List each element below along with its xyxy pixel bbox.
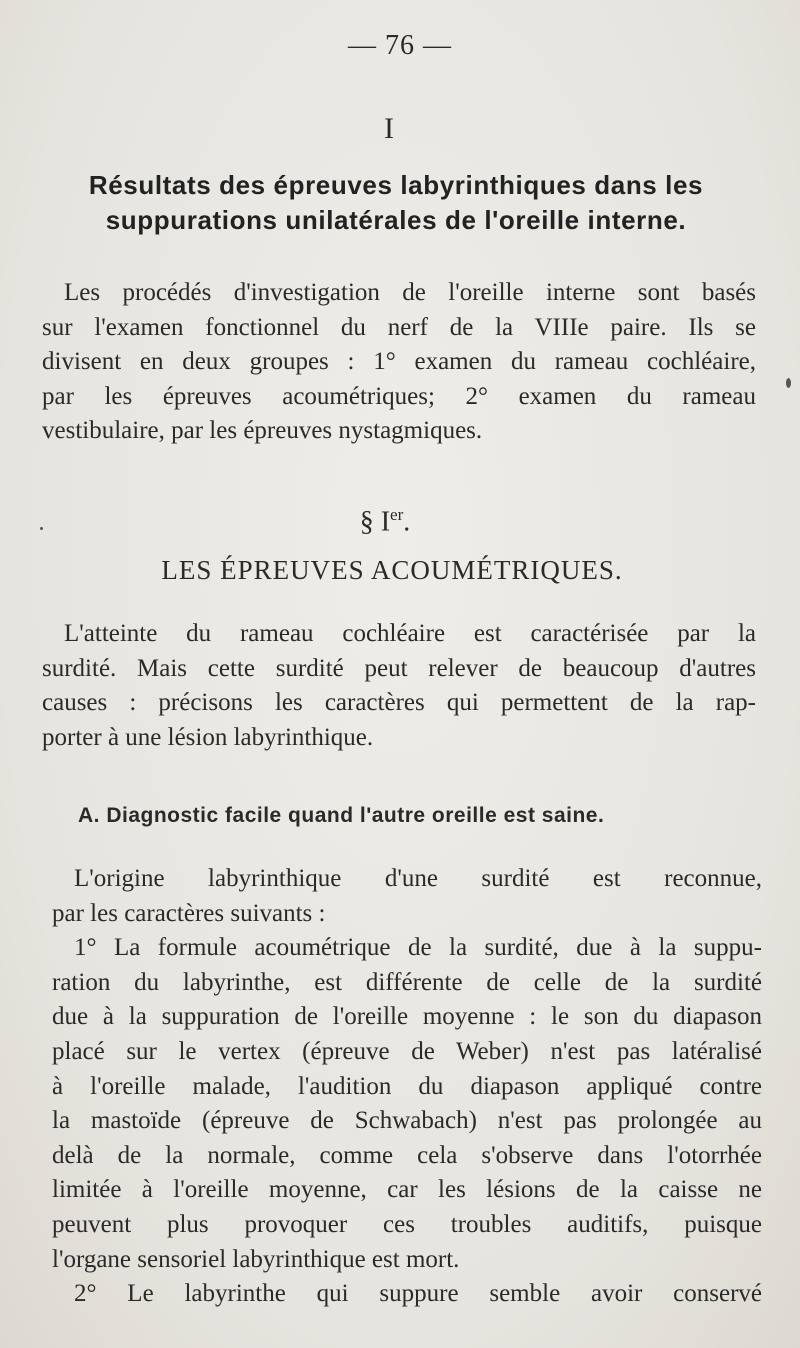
print-speck (40, 527, 43, 530)
body-line: l'organe sensoriel labyrinthique est mort. (52, 1245, 460, 1273)
body-line: peuvent plus provoquer ces troubles auditifs, puisque (52, 1210, 762, 1238)
body-line: 2° Le labyrinthe qui suppure semble avoir conservé (74, 1280, 762, 1308)
print-speck (786, 378, 791, 388)
body-line: la mastoïde (épreuve de Schwabach) n'est pas prolongée au (52, 1107, 762, 1135)
section-mark-superscript: er (390, 505, 404, 524)
chapter-title-line-2: suppurations unilatérales de l'oreille interne. (105, 205, 687, 235)
chapter-title (36, 168, 756, 238)
body-line: limitée à l'oreille moyenne, car les lésions de la caisse ne (52, 1176, 762, 1204)
chapter-title-line-1: Résultats des épreuves labyrinthiques dans les (88, 170, 704, 200)
intro-line: par les épreuves acoumétriques; 2° examen du rameau (42, 382, 756, 410)
page-number: — 76 — (348, 30, 452, 61)
body-line: ration du labyrinthe, est différente de celle de la surdité (52, 968, 762, 996)
body-line: par les caractères suivants : (52, 899, 326, 927)
section-mark-suffix: . (403, 506, 411, 538)
section-mark-symbol: § I (359, 506, 391, 538)
body-line: L'origine labyrinthique d'une surdité est reconnue, (74, 865, 762, 892)
body-line: à l'oreille malade, l'audition du diapason appliqué contre (52, 1072, 762, 1100)
body-line: due à la suppuration de l'oreille moyenne : le son du diapason (52, 1003, 762, 1031)
subsection-heading: A. Diagnostic facile quand l'autre oreille est saine. (78, 804, 605, 827)
section-mark (0, 505, 770, 538)
section-line: L'atteinte du rameau cochléaire est caractérisée par la (64, 620, 756, 647)
body-line: 1° La formule acoumétrique de la surdité, due à la suppu- (74, 934, 762, 962)
section-line: surdité. Mais cette surdité peut relever de beaucoup d'autres (42, 654, 756, 682)
body-paragraph (52, 862, 762, 1312)
chapter-numeral: I (384, 112, 394, 145)
intro-line: sur l'examen fonctionnel du nerf de la VIIIe paire. Ils se (42, 313, 756, 341)
section-line: porter à une lésion labyrinthique. (42, 723, 374, 751)
intro-line: vestibulaire, par les épreuves nystagmiques. (42, 417, 483, 445)
intro-paragraph (42, 276, 756, 449)
body-line: placé sur le vertex (épreuve de Weber) n'est pas latéralisé (52, 1037, 762, 1065)
intro-line: divisent en deux groupes : 1° examen du rameau cochléaire, (42, 348, 756, 376)
body-line: delà de la normale, comme cela s'observe dans l'otorrhée (52, 1141, 762, 1169)
section-line: causes : précisons les caractères qui permettent de la rap- (42, 689, 756, 717)
section-heading: LES ÉPREUVES ACOUMÉTRIQUES. (161, 555, 623, 585)
section-paragraph (42, 617, 756, 755)
intro-line: Les procédés d'investigation de l'oreille interne sont basés (64, 279, 756, 306)
